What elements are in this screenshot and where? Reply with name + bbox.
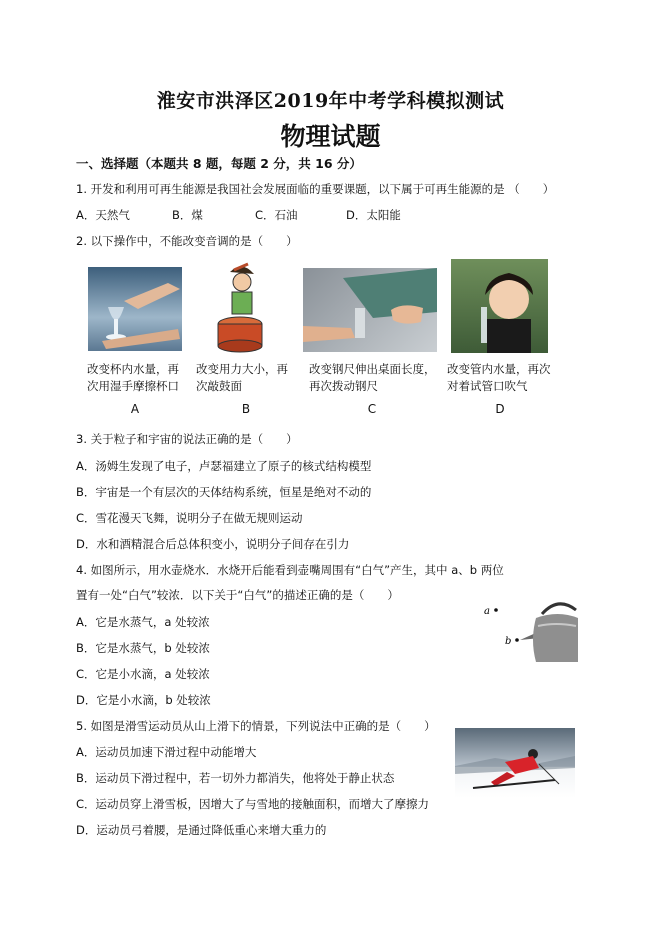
steel-ruler-image	[303, 268, 437, 352]
q5-option-d: D．运动员弓着腰，是通过降低重心来增大重力的	[76, 823, 327, 837]
question-1-stem: 1. 开发和利用可再生能源是我国社会发展面临的重要课题，以下属于可再生能源的是 （ ）	[76, 182, 555, 196]
q1-option-c: C．石油	[255, 208, 298, 222]
kettle-figure	[480, 592, 578, 664]
q3-option-b: B．宇宙是一个有层次的天体结构系统，恒星是绝对不动的	[76, 485, 372, 499]
caption-c: 改变钢尺伸出桌面长度，再次拨动钢尺	[309, 362, 436, 393]
wine-glass-image	[88, 267, 182, 351]
q4-option-b: B．它是水蒸气，b 处较浓	[76, 641, 210, 655]
question-3-stem: 3. 关于粒子和宇宙的说法正确的是（ ）	[76, 432, 298, 446]
q3-option-d: D．水和酒精混合后总体积变小，说明分子间存在引力	[76, 537, 350, 551]
question-2-stem: 2. 以下操作中，不能改变音调的是（ ）	[76, 234, 298, 248]
q5-option-c: C．运动员穿上滑雪板，因增大了与雪地的接触面积，而增大了摩擦力	[76, 797, 430, 811]
girl-test-tube-image	[451, 259, 548, 353]
caption-d: 改变管内水量，再次对着试管口吹气	[447, 362, 551, 393]
exam-title: 物理试题	[280, 122, 381, 151]
q5-option-a: A．运动员加速下滑过程中动能增大	[76, 745, 257, 759]
option-letter-b: B	[241, 402, 251, 416]
question-4-stem-line2: 置有一处“白气”较浓．以下关于“白气”的描述正确的是（ ）	[76, 588, 399, 602]
question-5-stem: 5. 如图是滑雪运动员从山上滑下的情景，下列说法中正确的是（ ）	[76, 719, 436, 733]
option-letter-a: A	[130, 402, 140, 416]
label-a: a	[484, 606, 490, 617]
question-4-stem-line1: 4. 如图所示，用水壶烧水．水烧开后能看到壶嘴周围有“白气”产生，其中 a、b 两位	[76, 563, 504, 577]
option-letter-c: C	[367, 402, 377, 416]
caption-b: 改变用力大小，再次敲鼓面	[196, 362, 288, 393]
q5-option-b: B．运动员下滑过程中，若一切外力都消失，他将处于静止状态	[76, 771, 395, 785]
q4-option-d: D．它是小水滴，b 处较浓	[76, 693, 211, 707]
q3-option-c: C．雪花漫天飞舞，说明分子在做无规则运动	[76, 511, 303, 525]
drum-player-image	[204, 262, 274, 354]
q1-option-d: D．太阳能	[346, 208, 401, 222]
exam-subtitle: 淮安市洪泽区2019年中考学科模拟测试	[156, 90, 505, 112]
q1-option-b: B．煤	[172, 208, 203, 222]
section-heading: 一、选择题（本题共 8 题，每题 2 分，共 16 分）	[76, 156, 362, 171]
option-letter-d: D	[495, 402, 505, 416]
skier-image	[455, 728, 575, 798]
label-b: b	[505, 636, 512, 647]
q3-option-a: A．汤姆生发现了电子，卢瑟福建立了原子的核式结构模型	[76, 459, 372, 473]
q1-option-a: A．天然气	[76, 208, 130, 222]
caption-a: 改变杯内水量，再次用湿手摩擦杯口	[87, 362, 179, 393]
q4-option-a: A．它是水蒸气，a 处较浓	[76, 615, 210, 629]
q4-option-c: C．它是小水滴，a 处较浓	[76, 667, 210, 681]
